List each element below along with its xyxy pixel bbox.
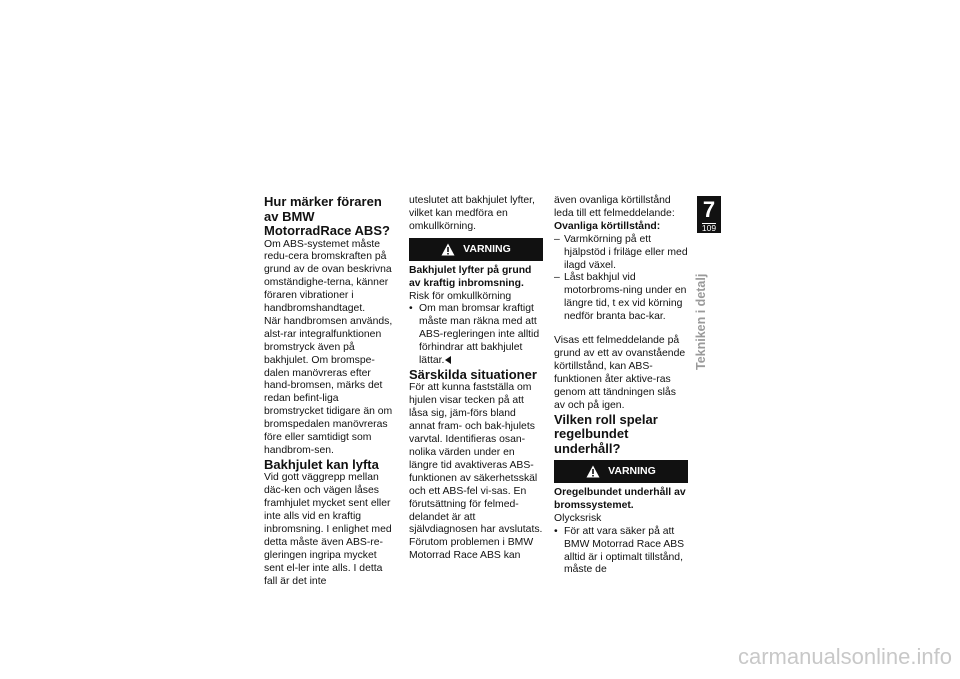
warning-banner	[409, 238, 543, 261]
paragraph: även ovanliga körtillstånd leda till ett felmeddelande:	[554, 195, 675, 219]
list-item: • Om man bromsar kraftigt måste man räkna med att ABS-regleringen inte alltid förhindrar att bakhjulet lättar.	[409, 303, 540, 367]
bullet-list	[554, 526, 688, 578]
end-mark-icon	[445, 356, 451, 364]
bullet-list	[409, 303, 543, 368]
warning-banner	[554, 460, 688, 483]
chapter-box	[697, 196, 721, 233]
paragraph: För att kunna fastställa om hjulen visar tecken på att låsa sig, jäm-förs bland annat fram- och bak-hjulets varvtal. Identifieras osan-nolika värden under en längre tid avaktiveras ABS-funktionen av säkerhetsskäl och ett ABS-fel vi-sas. En förutsättning för felmed-delandet är att självdiagnosen har avslutats.	[409, 382, 543, 536]
warning-triangle-icon	[586, 465, 600, 478]
warning-risk: Risk för omkullkörning	[409, 290, 512, 302]
page-number: 109	[701, 223, 717, 233]
warning-title: Bakhjulet lyfter på grund av kraftig inbromsning.	[409, 264, 532, 289]
subheading: Ovanliga körtillstånd:	[554, 220, 661, 232]
warning-label: VARNING	[463, 242, 511, 255]
paragraph: Vid gott väggrepp mellan däc-ken och vägen låses framhjulet mycket sent eller inte alls vid en kraftig inbromsning. I enlighet med detta måste även ABS-re-gleringen ingripa mycket sent el-ler inte alls. I detta fall är det inte	[264, 472, 392, 587]
warning-triangle-icon	[441, 243, 455, 256]
paragraph: uteslutet att bakhjulet lyfter, vilket kan medföra en omkullkörning.	[409, 195, 535, 232]
paragraph: Förutom problemen i BMW Motorrad Race ABS kan	[409, 537, 534, 562]
heading-maintenance: Vilken roll spelar regelbundet underhåll?	[554, 411, 658, 456]
paragraph: När handbromsen används, alst-rar integralfunktionen bromstryck även på bakhjulet. Om bromspe-dalen manövreras efter hand-bromsen, märks det redan befint-liga bromstrycket tidigare än om bromspedalen manövreras före eller samtidigt som handbrom-sen.	[264, 315, 393, 456]
chapter-number: 7	[702, 197, 716, 222]
warning-title: Oregelbundet underhåll av bromssystemet.	[554, 487, 686, 511]
heading-special-situations: Särskilda situationer	[409, 366, 537, 382]
chapter-title: Tekniken i detalj	[694, 273, 708, 370]
column-3	[554, 195, 688, 577]
paragraph: Om ABS-systemet måste redu-cera bromskraften på grund av de ovan beskrivna omständighe-terna, känner föraren vibrationer i handbromshandtaget.	[264, 238, 392, 315]
column-2	[409, 195, 543, 563]
heading-abs-notice: Hur märker föraren av BMW MotorradRace ABS?	[264, 194, 390, 238]
warning-label: VARNING	[608, 465, 656, 478]
list-item: – Låst bakhjul vid motorbroms-ning under en längre tid, t ex vid körning nedför branta bac-kar.	[554, 272, 687, 323]
watermark: carmanualsonline.info	[737, 644, 952, 669]
warning-risk: Olycksrisk	[554, 512, 602, 524]
column-1	[264, 195, 398, 589]
list-item: • För att vara säker på att BMW Motorrad Race ABS alltid är i optimalt tillstånd, måste de	[554, 525, 685, 576]
chapter-tab	[697, 196, 721, 233]
dash-list	[554, 234, 688, 324]
paragraph: Visas ett felmeddelande på grund av ett av ovanstående körtillstånd, kan ABS-funktionen åter aktive-ras genom att tändningen slås av och på igen.	[554, 335, 686, 411]
list-item: – Varmkörning på ett hjälpstöd i friläge eller med ilagd växel.	[554, 233, 688, 271]
heading-rear-wheel-lift: Bakhjulet kan lyfta	[264, 456, 379, 472]
